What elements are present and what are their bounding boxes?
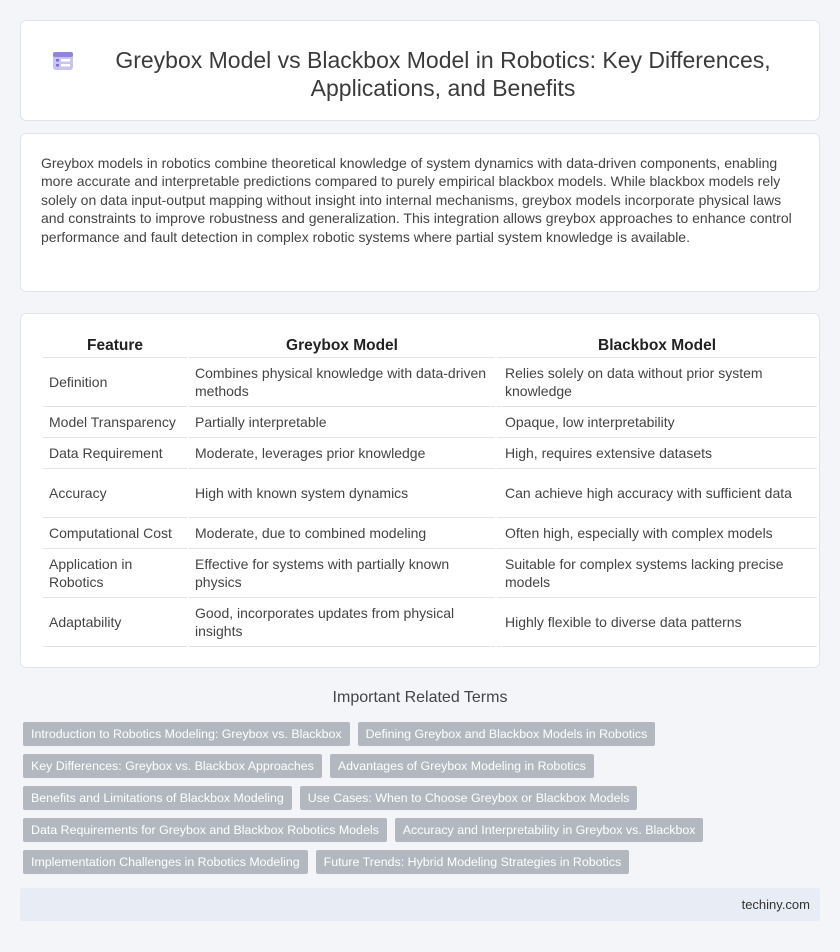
header-feature: Feature xyxy=(43,332,187,358)
comparison-table xyxy=(41,332,819,647)
table-header-row xyxy=(43,332,817,358)
blackbox-cell: Suitable for complex systems lacking precise models xyxy=(497,549,817,598)
feature-cell: Application in Robotics xyxy=(43,549,187,598)
table-row xyxy=(43,407,817,438)
related-term-tag[interactable]: Use Cases: When to Choose Greybox or Blackbox Models xyxy=(300,786,638,810)
related-terms-list xyxy=(23,722,823,882)
tag-row xyxy=(23,818,823,842)
header-blackbox: Blackbox Model xyxy=(497,332,817,358)
related-term-tag[interactable]: Introduction to Robotics Modeling: Greybox vs. Blackbox xyxy=(23,722,350,746)
blackbox-cell: Relies solely on data without prior system knowledge xyxy=(497,358,817,407)
greybox-cell: Combines physical knowledge with data-driven methods xyxy=(189,358,495,407)
site-name[interactable]: techiny.com xyxy=(741,897,810,912)
footer xyxy=(20,888,820,921)
header-greybox: Greybox Model xyxy=(189,332,495,358)
blackbox-cell: Opaque, low interpretability xyxy=(497,407,817,438)
table-row xyxy=(43,438,817,469)
feature-cell: Data Requirement xyxy=(43,438,187,469)
list-document-icon xyxy=(51,49,75,73)
intro-paragraph: Greybox models in robotics combine theoretical knowledge of system dynamics with data-driven components, enabling more accurate and interpretable predictions compared to purely empirical blackbox models. While blackbox models rely solely on data input-output mapping without insight into internal mechanisms, greybox models incorporate physical laws and constraints to improve robustness and generalization. This integration allows greybox approaches to enhance control performance and fault detection in complex robotic systems where partial system knowledge is available. xyxy=(41,155,792,245)
intro-card xyxy=(20,133,820,292)
greybox-cell: Moderate, due to combined modeling xyxy=(189,518,495,549)
greybox-cell: Moderate, leverages prior knowledge xyxy=(189,438,495,469)
feature-cell: Model Transparency xyxy=(43,407,187,438)
tag-row xyxy=(23,786,823,810)
table-row xyxy=(43,598,817,647)
table-row xyxy=(43,469,817,518)
tag-row xyxy=(23,722,823,746)
table-row xyxy=(43,358,817,407)
tag-row xyxy=(23,850,823,874)
tag-row xyxy=(23,754,823,778)
blackbox-cell: Often high, especially with complex models xyxy=(497,518,817,549)
related-term-tag[interactable]: Implementation Challenges in Robotics Modeling xyxy=(23,850,308,874)
related-term-tag[interactable]: Benefits and Limitations of Blackbox Modeling xyxy=(23,786,292,810)
greybox-cell: Partially interpretable xyxy=(189,407,495,438)
blackbox-cell: Can achieve high accuracy with sufficient data xyxy=(497,469,817,518)
related-term-tag[interactable]: Future Trends: Hybrid Modeling Strategies in Robotics xyxy=(316,850,630,874)
blackbox-cell: High, requires extensive datasets xyxy=(497,438,817,469)
related-term-tag[interactable]: Defining Greybox and Blackbox Models in Robotics xyxy=(358,722,656,746)
feature-cell: Computational Cost xyxy=(43,518,187,549)
related-terms-heading: Important Related Terms xyxy=(332,689,508,706)
greybox-cell: High with known system dynamics xyxy=(189,469,495,518)
related-term-tag[interactable]: Advantages of Greybox Modeling in Robotics xyxy=(330,754,594,778)
table-row xyxy=(43,518,817,549)
title-card xyxy=(20,20,820,121)
comparison-table-card xyxy=(20,313,820,668)
greybox-cell: Effective for systems with partially known physics xyxy=(189,549,495,598)
related-term-tag[interactable]: Key Differences: Greybox vs. Blackbox Approaches xyxy=(23,754,322,778)
table-row xyxy=(43,549,817,598)
feature-cell: Definition xyxy=(43,358,187,407)
feature-cell: Accuracy xyxy=(43,469,187,518)
blackbox-cell: Highly flexible to diverse data patterns xyxy=(497,598,817,647)
page-title: Greybox Model vs Blackbox Model in Robotics: Key Differences, Applications, and Benefits xyxy=(115,47,771,101)
greybox-cell: Good, incorporates updates from physical insights xyxy=(189,598,495,647)
feature-cell: Adaptability xyxy=(43,598,187,647)
related-term-tag[interactable]: Accuracy and Interpretability in Greybox vs. Blackbox xyxy=(395,818,704,842)
related-term-tag[interactable]: Data Requirements for Greybox and Blackbox Robotics Models xyxy=(23,818,387,842)
